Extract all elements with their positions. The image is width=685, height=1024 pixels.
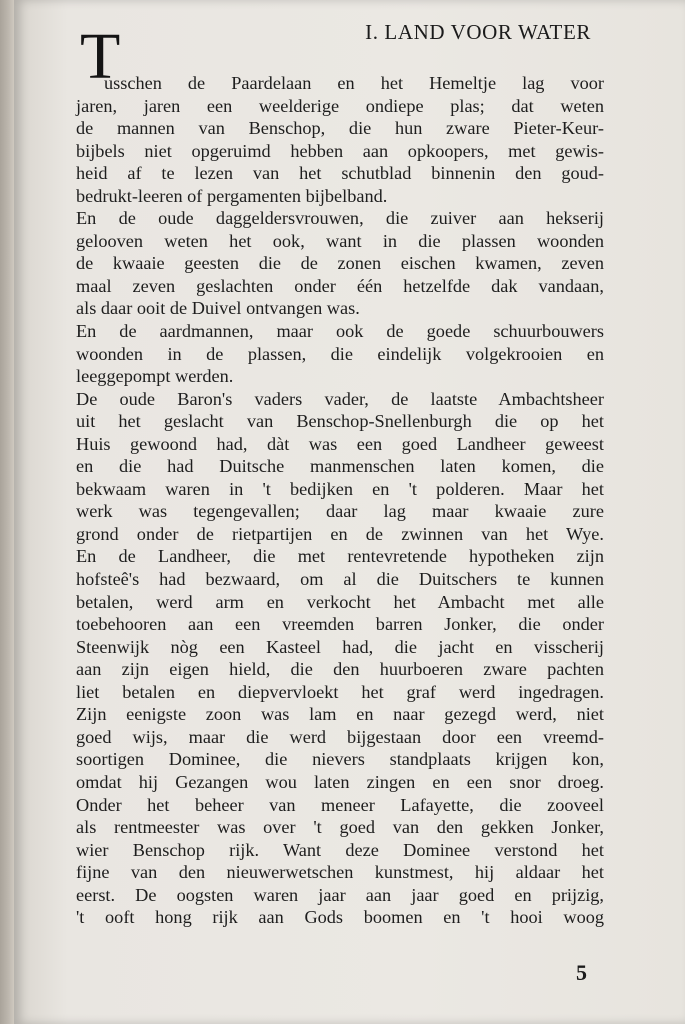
text-line: bekwaam waren in 't bedijken en 't polderen. Maar het xyxy=(76,478,604,499)
text-line: bedrukt-leeren of pergamenten bijbelband. xyxy=(76,185,388,206)
text-line: jaren, jaren een weelderige ondiepe plas; dat weten xyxy=(76,95,604,116)
text-line: uit het geslacht van Benschop-Snellenburgh die op het xyxy=(76,411,604,432)
text-line: grond onder de rietpartijen en de zwinnen van het Wye. xyxy=(76,523,604,544)
text-line: gelooven weten het ook, want in die plassen woonden xyxy=(76,230,604,251)
text-line: En de oude daggeldersvrouwen, die zuiver aan hekserij xyxy=(76,208,604,229)
text-line: omdat hij Gezangen wou laten zingen en een snor droeg. xyxy=(76,771,604,792)
page-number: 5 xyxy=(576,960,587,985)
text-line: fijne van den nieuwerwetschen kunstmest, hij aldaar het xyxy=(76,862,604,883)
text-line: woonden in de plassen, die eindelijk volgekrooien en xyxy=(76,343,604,364)
text-line: hofsteê's had bezwaard, om al die Duitschers te kunnen xyxy=(76,569,604,590)
chapter-title: I. LAND VOOR WATER xyxy=(365,20,591,44)
text-line: Huis gewoond had, dàt was een goed Landheer geweest xyxy=(76,433,604,454)
text-line: als rentmeester was over 't goed van den gekken Jonker, xyxy=(76,817,604,838)
text-line: de kwaaie geesten die de zonen eischen kwamen, zeven xyxy=(76,253,604,274)
text-line: heid af te lezen van het schutblad binnenin den goud- xyxy=(76,163,604,184)
text-line: Zijn eenigste zoon was lam en naar gezegd werd, niet xyxy=(76,704,604,725)
text-line: en die had Duitsche manmenschen laten komen, die xyxy=(76,456,604,477)
text-line: de mannen van Benschop, die hun zware Pieter-Keur- xyxy=(76,118,604,139)
text-line: 't ooft hong rijk aan Gods boomen en 't hooi woog xyxy=(76,907,604,928)
text-line: soortigen Dominee, die nievers standplaats krijgen kon, xyxy=(76,749,604,770)
text-line: De oude Baron's vaders vader, de laatste Ambachtsheer xyxy=(76,388,604,409)
book-page xyxy=(14,0,685,1024)
book-spine-shadow xyxy=(0,0,14,1024)
text-line: maal zeven geslachten onder één hetzelfde dak vandaan, xyxy=(76,275,604,296)
text-line: werk was tegengevallen; daar lag maar kwaaie zure xyxy=(76,501,604,522)
text-line: toebehooren aan een vreemden barren Jonker, die onder xyxy=(76,614,604,635)
text-line: betalen, werd arm en verkocht het Ambacht met alle xyxy=(76,591,604,612)
text-line: als daar ooit de Duivel ontvangen was. xyxy=(76,298,360,319)
text-line: bijbels niet opgeruimd hebben aan opkoopers, met gewis- xyxy=(76,140,604,161)
text-line: Onder het beheer van meneer Lafayette, die zooveel xyxy=(76,794,604,815)
text-line: En de Landheer, die met rentevretende hypotheken zijn xyxy=(76,546,604,567)
text-line: usschen de Paardelaan en het Hemeltje lag voor xyxy=(104,73,604,93)
text-line: leeggepompt werden. xyxy=(76,366,234,387)
text-line: wier Benschop rijk. Want deze Dominee verstond het xyxy=(76,839,604,860)
text-line: Steenwijk nòg een Kasteel had, die jacht en visscherij xyxy=(76,636,604,657)
text-line: eerst. De oogsten waren jaar aan jaar goed en prijzig, xyxy=(76,884,604,905)
text-line: En de aardmannen, maar ook de goede schuurbouwers xyxy=(76,321,604,342)
text-line: goed wijs, maar die werd bijgestaan door een vreemd- xyxy=(76,726,604,747)
drop-cap-initial: T xyxy=(80,20,121,93)
body-text xyxy=(76,72,604,929)
text-line: liet betalen en diepvervloekt het graf werd ingedragen. xyxy=(76,681,604,702)
text-line: aan zijn eigen hield, die den huurboeren zware pachten xyxy=(76,659,604,680)
